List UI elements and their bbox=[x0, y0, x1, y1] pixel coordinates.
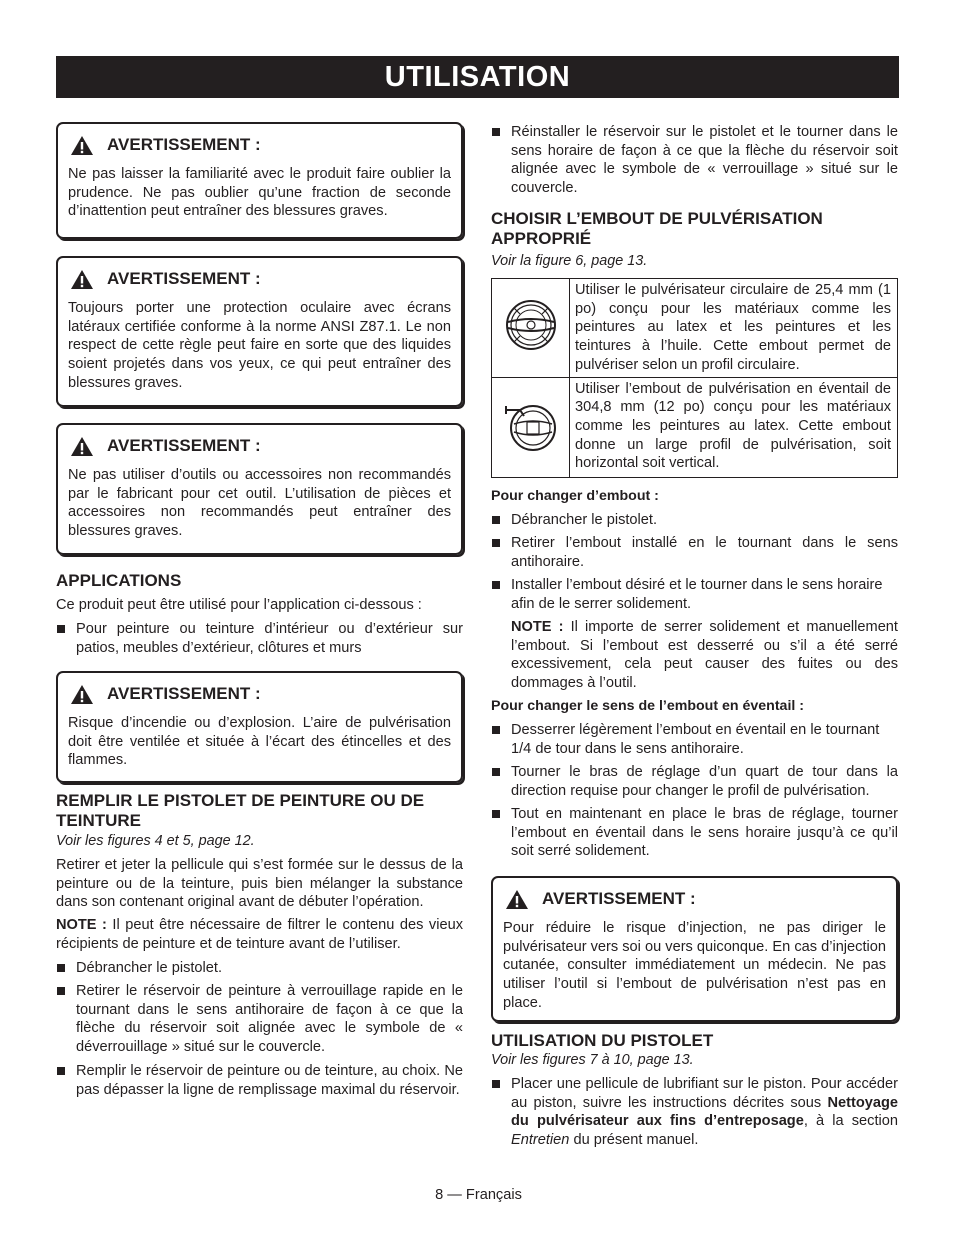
note-paragraph bbox=[511, 618, 898, 693]
warning-triangle-icon bbox=[70, 269, 94, 290]
warning-box bbox=[56, 423, 463, 555]
paragraph: Retirer et jeter la pellicule qui s’est formée sur le dessus de la peinture ou de la teinture, puis bien mélanger la substance dans son contenant original avant de débuter l’opération. bbox=[56, 857, 463, 911]
text-run: Placer une pellicule de lubrifiant sur le piston. Pour accéder au piston, suivre les instructions décrites sous bbox=[511, 1076, 898, 1111]
warning-text: Toujours porter une protection oculaire avec écrans latéraux certifiée conforme à la norme ANSI Z87.1. Le non respect de cette règle peut faire en sorte que des liquides soient projetés dans vos yeux, ce qui peut entraîner des blessures graves. bbox=[68, 300, 451, 391]
warning-title: AVERTISSEMENT : bbox=[107, 269, 261, 288]
warning-box bbox=[56, 256, 463, 407]
bold-reference: Nettoyage du pulvérisateur aux fins d’entreposage bbox=[511, 1094, 898, 1130]
warning-text: Ne pas utiliser d’outils ou accessoires non recommandés par le fabricant pour cet outil. L’utilisation de pièces et accessoires non recommandés peut entraîner des blessures graves. bbox=[68, 467, 451, 540]
list-item: Réinstaller le réservoir sur le pistolet et le tourner dans le sens horaire de façon à ce que la flèche du réservoir soit alignée avec le symbole de « verrouillage » situé sur le couvercle. bbox=[491, 123, 898, 198]
warning-box bbox=[56, 671, 463, 783]
subheading-change-tip: Pour changer d’embout : bbox=[491, 488, 659, 504]
list-item bbox=[491, 1075, 898, 1150]
section-banner: UTILISATION bbox=[56, 56, 899, 98]
list-item: Pour peinture ou teinture d’intérieur ou d’extérieur sur patios, meubles d’extérieur, clôtures et murs bbox=[56, 620, 463, 657]
warning-title: AVERTISSEMENT : bbox=[107, 135, 261, 154]
section-heading-choose-tip: CHOISIR L’EMBOUT DE PULVÉRISATION APPROPRIÉ bbox=[491, 209, 823, 248]
subheading-fan-direction: Pour changer le sens de l’embout en éventail : bbox=[491, 698, 804, 714]
figure-reference: Voir les figures 4 et 5, page 12. bbox=[56, 833, 255, 849]
warning-text: Pour réduire le risque d’injection, ne pas diriger le pulvérisateur vers soi ou vers quiconque. En cas d’injection cutanée, consulter immédiatement un médecin. Ne pas utiliser l’outil si l’embout de pulvérisation n’est pas en place. bbox=[503, 920, 886, 1011]
warning-triangle-icon bbox=[505, 889, 529, 910]
table-cell-text: Utiliser l’embout de pulvérisation en éventail de 304,8 mm (12 po) conçu pour les matériaux comme les peintures au latex. Cette embout donne un large profil de pulvérisation, soit horizontal soit vertical. bbox=[570, 377, 898, 477]
list-item: Desserrer légèrement l’embout en éventail en le tournant 1/4 de tour dans le sens antihoraire. bbox=[491, 721, 898, 758]
warning-text: Ne pas laisser la familiarité avec le produit faire oublier la prudence. Ne pas oublier qu’une fraction de seconde d’inattention peut entraîner des blessures graves. bbox=[68, 166, 451, 220]
table-cell-image bbox=[492, 279, 570, 378]
list-item: Tourner le bras de réglage d’un quart de tour dans la direction requise pour changer le profil de pulvérisation. bbox=[491, 763, 898, 800]
table-row bbox=[492, 279, 898, 378]
warning-triangle-icon bbox=[70, 436, 94, 457]
round-nozzle-icon bbox=[500, 294, 562, 356]
text-run: du présent manuel. bbox=[569, 1132, 699, 1149]
note-label: NOTE : bbox=[511, 619, 564, 635]
section-heading-applications: APPLICATIONS bbox=[56, 571, 182, 590]
list-item: Débrancher le pistolet. bbox=[491, 511, 898, 530]
note-paragraph bbox=[56, 916, 463, 953]
table-cell-image bbox=[492, 377, 570, 477]
note-text: Il peut être nécessaire de filtrer le contenu des vieux récipients de peinture et de teinture avant de l’utiliser. bbox=[56, 917, 463, 952]
table-row bbox=[492, 377, 898, 477]
list-item: Remplir le réservoir de peinture ou de teinture, au choix. Ne pas dépasser la ligne de remplissage maximal du réservoir. bbox=[56, 1062, 463, 1099]
applications-intro: Ce produit peut être utilisé pour l’application ci-dessous : bbox=[56, 597, 422, 613]
warning-triangle-icon bbox=[70, 135, 94, 156]
nozzle-table bbox=[491, 278, 898, 478]
section-heading-fill: REMPLIR LE PISTOLET DE PEINTURE OU DE TEINTURE bbox=[56, 791, 425, 830]
italic-reference: Entretien bbox=[511, 1132, 570, 1149]
warning-title: AVERTISSEMENT : bbox=[107, 684, 261, 703]
warning-triangle-icon bbox=[70, 684, 94, 705]
warning-text: Risque d’incendie ou d’explosion. L’aire de pulvérisation doit être ventilée et située à l’écart des étincelles et des flammes. bbox=[68, 715, 451, 769]
list-item: Retirer l’embout installé en le tournant dans le sens antihoraire. bbox=[491, 534, 898, 571]
note-text: Il importe de serrer solidement et manuellement l’embout. Si l’embout est desserré ou s’il a été serré excessivement, cela peut causer des fuites ou des dommages à l’outil. bbox=[511, 619, 898, 692]
page-footer: 8 — Français bbox=[435, 1187, 522, 1203]
list-item: Retirer le réservoir de peinture à verrouillage rapide en le tournant dans le sens antihoraire de façon à ce que la flèche du réservoir soit alignée avec le symbole de « déverrouillage » situé sur le couvercle. bbox=[56, 982, 463, 1057]
table-cell-text: Utiliser le pulvérisateur circulaire de 25,4 mm (1 po) conçu pour les matériaux comme les peintures au latex et les peintures et les teintures à l’huile. Cette embout permet de pulvériser selon un profil circulaire. bbox=[570, 279, 898, 378]
warning-title: AVERTISSEMENT : bbox=[542, 889, 696, 908]
list-item: Installer l’embout désiré et le tourner dans le sens horaire afin de le serrer solidement. bbox=[491, 576, 898, 613]
list-item: Tout en maintenant en place le bras de réglage, tourner l’embout en éventail dans le sens horaire jusqu’à ce qu’il soit serré solidement. bbox=[491, 805, 898, 861]
figure-reference: Voir les figures 7 à 10, page 13. bbox=[491, 1052, 694, 1068]
warning-box bbox=[56, 122, 463, 239]
figure-reference: Voir la figure 6, page 13. bbox=[491, 253, 648, 269]
note-label: NOTE : bbox=[56, 917, 107, 933]
fan-nozzle-icon bbox=[500, 394, 562, 456]
list-item: Débrancher le pistolet. bbox=[56, 959, 463, 978]
warning-box bbox=[491, 876, 898, 1022]
section-heading-use-gun: UTILISATION DU PISTOLET bbox=[491, 1031, 714, 1050]
text-run: , à la section bbox=[803, 1113, 898, 1130]
warning-title: AVERTISSEMENT : bbox=[107, 436, 261, 455]
